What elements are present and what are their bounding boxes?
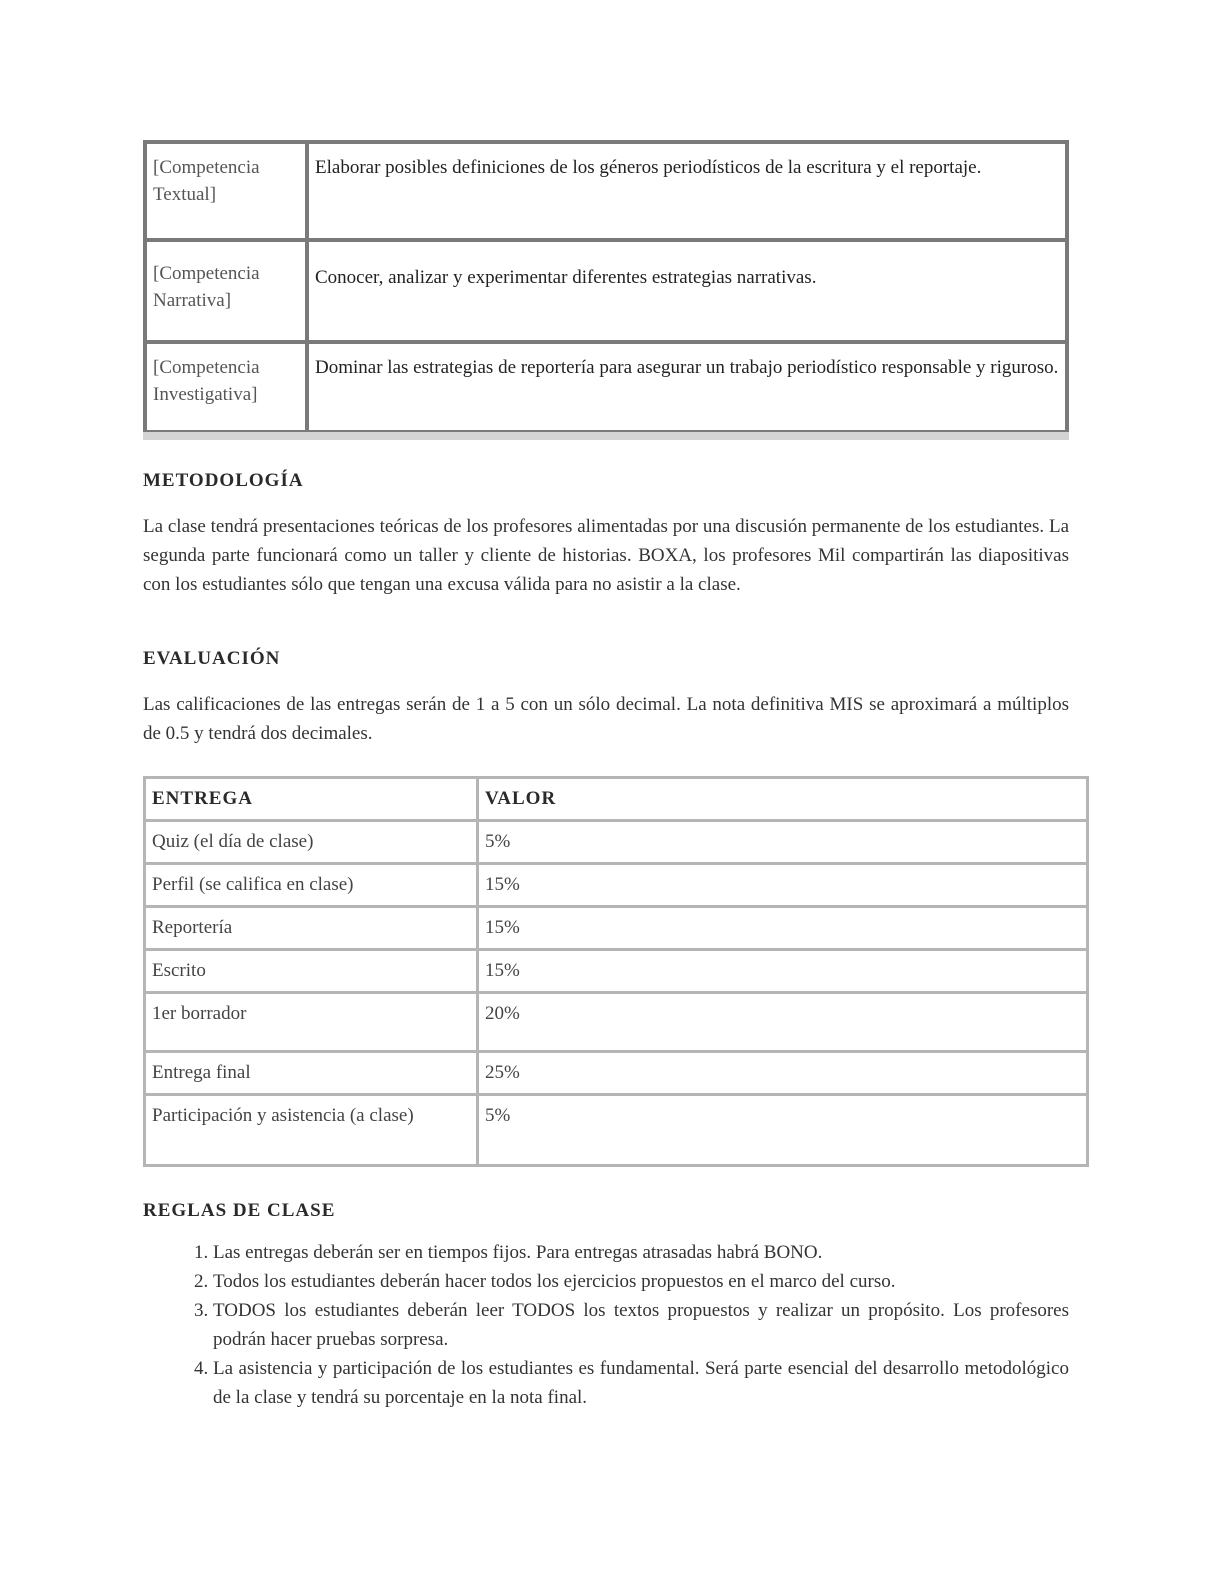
rules-list: [143, 1238, 1069, 1412]
valor-cell: 25%: [478, 1052, 1088, 1095]
evaluation-table-wrapper: [143, 776, 1089, 1167]
document-page: [143, 140, 1073, 1408]
table-row: [145, 1052, 1088, 1095]
competency-row: [145, 142, 1067, 240]
valor-cell: 5%: [478, 1095, 1088, 1166]
valor-cell: 15%: [478, 907, 1088, 950]
competency-description: Dominar las estrategias de reportería para asegurar un trabajo periodístico responsable y riguroso.: [307, 342, 1067, 432]
table-row: [145, 864, 1088, 907]
entrega-cell: Escrito: [145, 950, 478, 993]
table-header-row: [145, 778, 1088, 821]
metodologia-paragraph: La clase tendrá presentaciones teóricas de los profesores alimentadas por una discusión permanente de los estudiantes. La segunda parte funcionará como un taller y cliente de historias. BOXA, los profesores Mil compartirán las diapositivas con los estudiantes sólo que tengan una excusa válida para no asistir a la clase.: [143, 516, 1069, 595]
valor-cell: 15%: [478, 864, 1088, 907]
competency-name: [Competencia Textual]: [145, 142, 307, 240]
valor-cell: 5%: [478, 821, 1088, 864]
entrega-cell: Entrega final: [145, 1052, 478, 1095]
list-item: 1. Las entregas deberán ser en tiempos fijos. Para entregas atrasadas habrá BONO.: [213, 1238, 1069, 1267]
entrega-cell: Quiz (el día de clase): [145, 821, 478, 864]
valor-cell: 15%: [478, 950, 1088, 993]
entrega-cell: Perfil (se califica en clase): [145, 864, 478, 907]
table-row: [145, 1095, 1088, 1166]
competency-description: Conocer, analizar y experimentar diferentes estrategias narrativas.: [307, 240, 1067, 342]
entrega-cell: Reportería: [145, 907, 478, 950]
table-row: [145, 950, 1088, 993]
evaluacion-paragraph: Las calificaciones de las entregas serán de 1 a 5 con un sólo decimal. La nota definitiva MIS se aproximará a múltiplos de 0.5 y tendrá dos decimales.: [143, 694, 1069, 744]
entrega-cell: Participación y asistencia (a clase): [145, 1095, 478, 1166]
evaluation-table: [143, 776, 1089, 1167]
evaluacion-heading: EVALUACIÓN: [143, 648, 281, 669]
valor-cell: 20%: [478, 993, 1088, 1052]
reglas-heading: REGLAS DE CLASE: [143, 1200, 336, 1221]
competencies-table: [143, 140, 1069, 434]
metodologia-heading: METODOLOGÍA: [143, 470, 304, 491]
table-row: [145, 993, 1088, 1052]
competency-name: [Competencia Investigativa]: [145, 342, 307, 432]
column-header-valor: VALOR: [478, 778, 1088, 821]
list-item: 4. La asistencia y participación de los estudiantes es fundamental. Será parte esencial del desarrollo metodológico de la clase y tendrá su porcentaje en la nota final.: [213, 1354, 1069, 1412]
entrega-cell: 1er borrador: [145, 993, 478, 1052]
competency-row: [145, 342, 1067, 432]
competency-name: [Competencia Narrativa]: [145, 240, 307, 342]
list-item: 2. Todos los estudiantes deberán hacer todos los ejercicios propuestos en el marco del curso.: [213, 1267, 1069, 1296]
table-bottom-shadow: [143, 432, 1069, 440]
table-row: [145, 821, 1088, 864]
competency-row: [145, 240, 1067, 342]
list-item: 3. TODOS los estudiantes deberán leer TODOS los textos propuestos y realizar un propósito. Los profesores podrán hacer pruebas sorpresa.: [213, 1296, 1069, 1354]
column-header-entrega: ENTREGA: [145, 778, 478, 821]
table-row: [145, 907, 1088, 950]
competency-description: Elaborar posibles definiciones de los géneros periodísticos de la escritura y el reportaje.: [307, 142, 1067, 240]
